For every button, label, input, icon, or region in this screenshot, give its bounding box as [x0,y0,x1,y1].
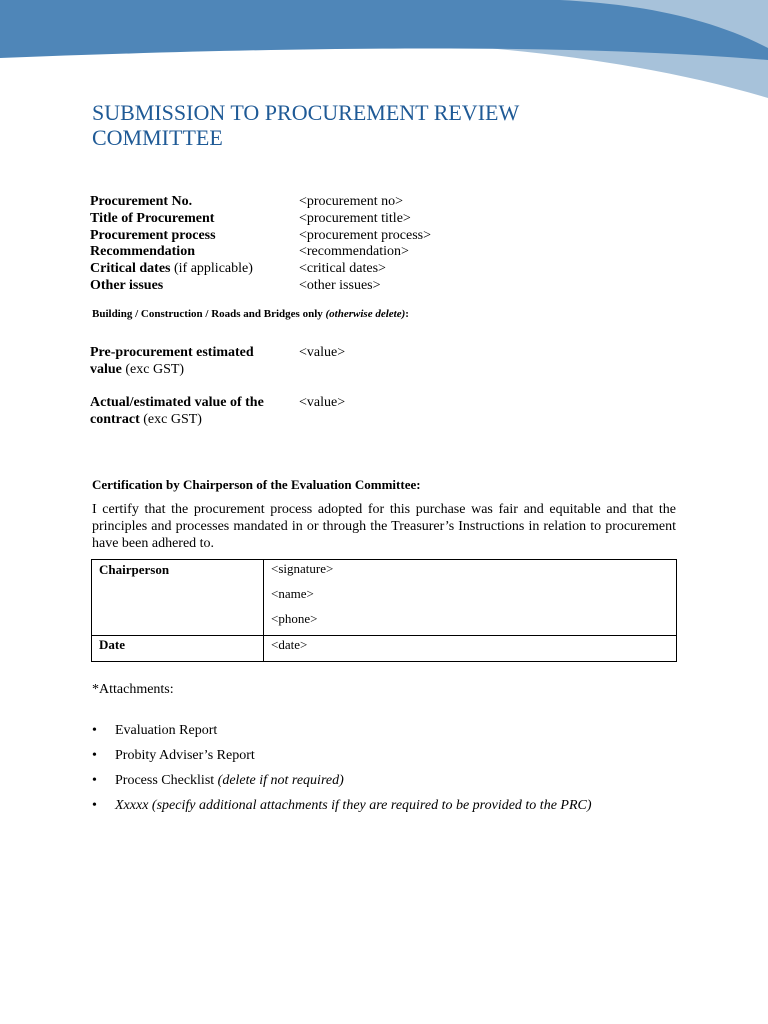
building-note: Building / Construction / Roads and Bridges only (otherwise delete): [92,308,409,320]
title-line-1: SUBMISSION TO PROCUREMENT REVIEW [92,100,520,125]
value-label-pre-procurement: Pre-procurement estimated value (exc GST) [90,345,254,377]
certification-heading: Certification by Chairperson of the Evaluation Committee: [92,477,421,492]
field-label: Recommendation [90,244,195,259]
date-row [92,636,677,662]
page-title [92,100,692,150]
signature-table [91,559,677,662]
value-label-actual: Actual/estimated value of the contract (exc GST) [90,395,264,427]
value-actual[interactable]: <value> [299,395,346,410]
bullet-icon: • [92,723,97,738]
header-banner [0,0,768,110]
field-value[interactable]: <recommendation> [299,244,409,259]
field-label: Title of Procurement [90,211,215,226]
field-label: Other issues [90,278,164,293]
title-line-2: COMMITTEE [92,125,223,150]
field-value[interactable]: <procurement no> [299,194,404,209]
chairperson-row [92,560,677,636]
name-field[interactable]: <name> [271,586,314,601]
field-label: Procurement No. [90,194,193,209]
phone-field[interactable]: <phone> [271,611,318,626]
certification-text: I certify that the procurement process adopted for this purchase was fair and equitable and that the principles and processes mandated in or through the Treasurer’s Instructions in relation to procurement have been adhered to. [92,502,676,551]
field-value[interactable]: <other issues> [299,278,381,293]
value-pre-procurement[interactable]: <value> [299,345,346,360]
date-field[interactable]: <date> [264,636,677,662]
field-label: Critical dates (if applicable) [90,261,253,276]
field-label: Procurement process [90,228,216,243]
bullet-icon: • [92,748,97,763]
field-value[interactable]: <critical dates> [299,261,386,276]
bullet-icon: • [92,773,97,788]
attachments-label: *Attachments: [92,682,174,697]
chairperson-details [264,560,677,636]
date-label: Date [92,636,264,662]
chairperson-label: Chairperson [92,560,264,636]
signature-field[interactable]: <signature> [271,561,334,576]
bullet-icon: • [92,798,97,813]
field-value[interactable]: <procurement process> [299,228,432,243]
field-value[interactable]: <procurement title> [299,211,411,226]
